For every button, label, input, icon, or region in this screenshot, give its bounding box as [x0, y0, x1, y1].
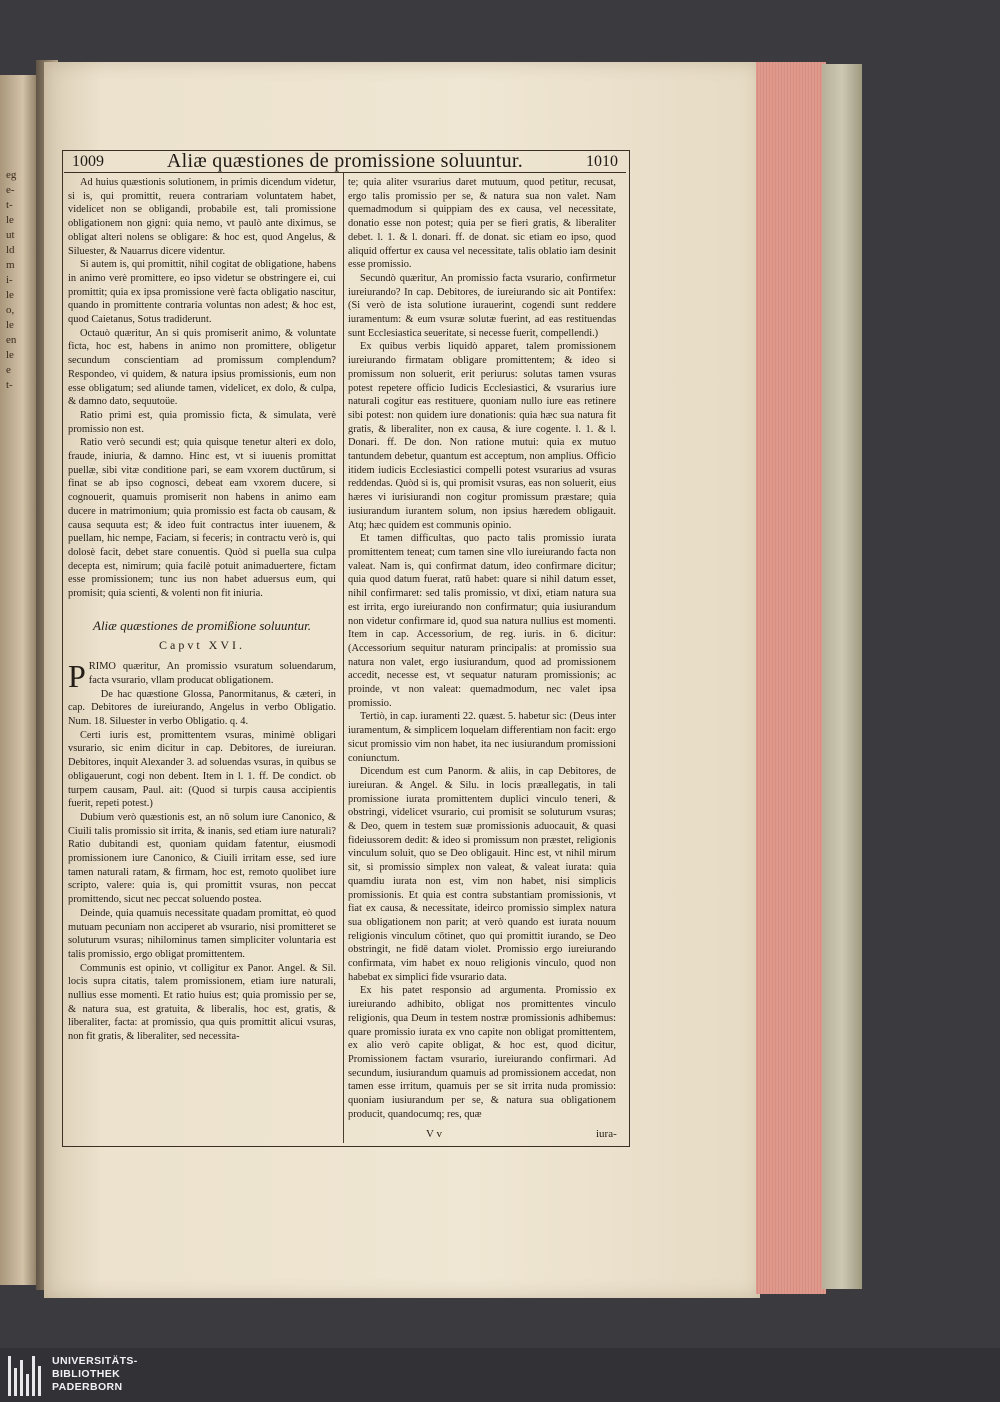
- folio-left: 1009: [72, 153, 104, 170]
- chapter-number: Capvt XVI.: [159, 637, 245, 652]
- logo-line: PADERBORN: [52, 1381, 123, 1393]
- paragraph: Ex quibus verbis liquidò apparet, talem promissionem iureiurando firmatam obligare promittentem; & ideo si promissum non soluerit, erit periurus: solutas tamen vsuras potest repetere officio Iudicis Ecclesiastici, & vsurarius iure naturali cogitur eas restituere, quoniam nullo iure eas retinere sibi potest: non quidem iure donationis: quia hæc sua natura fit gratis, & liberaliter, non ex causa, & iure cogente. l. 1. & l. Donari. ff. De don. Non ratione mutui: quia ex mutuo tantundem debetur, quantum est acceptum, non amplius. Officio itidem iudicis Ecclesiastici compelli potest vsurarius ad vsuras reddendas. Quòd si is, qui promisit vsuras, eas non soluerit, eius hæres vi iurisiurandi non cogitur promissum præstare; quia iusiurandum iurantem solum, non ipsius hæredem obligauit. Atq; hæc quidem est communis opinio.: [348, 341, 616, 531]
- book-cover-board: [822, 64, 862, 1289]
- paragraph: Si autem is, qui promittit, nihil cogitat de obligatione, habens in animo verè promittere, eo ipso videtur se obstringere ei, cui promittit; quia ex ipsa promissione verè facta obligatio nascitur, quando in promittente contraria voluntas non adest; & hoc est, quod Caietanus, Sotus tradiderunt.: [68, 259, 336, 326]
- paragraph: De hac quæstione Glossa, Panormitanus, & cæteri, in cap. Debitores de iureiurando, Angelus in verbo Obligatio. Num. 18. Siluester in verbo Obligatio. q. 4.: [68, 688, 336, 728]
- paragraph: Dicendum est cum Panorm. & aliis, in cap Debitores, de iureiuran. & Angel. & Silu. in locis præallegatis, in tali promissione iurata promittentem duplici vinculo teneri, & obstringi, videlicet vsurario, cui promisit se soluturum vsuras; & Deo, quem in testem suæ promissionis aduocauit, & quasi fideiussorem dedit: & ideo si promissum non præstet, religionis vinculum soluit, quo se Deo obligauit. Hinc est, vt nihil mirum sit, si promissio simplex non valeat, & valeat iurata: quia quamdiu iurata non est, vim non habet, nisi simplicis promissionis. Et quia est contra substantiam promissionis, vt fiat ex causa, & necessitate, ideirco promissio simplex natura sua obligationem non parit; at verò quando est iurata nouum religionis vinculum cōtinet, quo qui promittit iurando, se Deo obstringit, ne fidē datam violet. Promissio ergo iureiurando confirmata, vim habet ex nouo religionis vinculo, quod non habebat ex simplici fide vsurario data.: [348, 766, 616, 983]
- left-page-text-fragment: ld: [6, 244, 15, 256]
- left-page-text-fragment: i-: [6, 274, 13, 286]
- left-page-text-fragment: le: [6, 289, 14, 301]
- paragraph: Ex his patet responsio ad argumenta. Promissio ex iureiurando adhibito, obligat nos promittentes vinculo religionis, qua Deum in testem nostræ promissionis adhibemus: quare promissio iurata ex vno capite non obligat promittentem, ex alio verò capite obligat, & hoc est, quod dicitur, Promissionem factam vsurario, iureiurando confirmari. Ad secundum, iusiurandum quamuis ad promissionem accedat, non tamen esse irritum, quamuis per se sit irrita nuda promissio: quoniam iusiurandum per se, & natura sua obligationem producit, quandocumq; res, quæ: [348, 985, 616, 1120]
- left-column: [68, 176, 336, 1044]
- chapter-title: Aliæ quæstiones de promißione soluuntur.: [93, 617, 311, 633]
- catchword: iura-: [596, 1128, 617, 1140]
- drop-cap: P: [68, 658, 86, 695]
- library-logo-icon: [8, 1356, 46, 1396]
- library-logo-text: [52, 1355, 138, 1394]
- column-divider: [343, 173, 344, 1143]
- red-fore-edge: [756, 62, 826, 1294]
- paragraph: Communis est opinio, vt colligitur ex Panor. Angel. & Sil. locis supra citatis, talem promissionem, etiam iure naturali, nullius esse momenti. Et ratio huius est; quia promissio per se, & natura sua, est gratuita, & liberalis, hoc est, gratis, & liberaliter, facta: at promissio, qua quis promittit alicui vsuras, non fit gratis, & liberaliter, sed necessita-: [68, 962, 336, 1043]
- logo-line: BIBLIOTHEK: [52, 1368, 121, 1380]
- left-page-text-fragment: en: [6, 334, 17, 346]
- left-page-text-fragment: le: [6, 214, 14, 226]
- paragraph: Dubium verò quæstionis est, an nō solum iure Canonico, & Ciuili talis promissio sit irrita, & inanis, sed etiam iure naturali? Ratio dubitandi est, quoniam quidam fatentur, eiusmodi promissionem iure Canonico, & Ciuili irritam esse, sed iure tamen naturali ratam, & firmam, hoc est, remoto quolibet iure scripto, valere: quia is, qui promittit vsuras, non peccat promittendo, sicut nec peccat soluendo postea.: [68, 811, 336, 906]
- paragraph: Ratio verò secundi est; quia quisque tenetur alteri ex dolo, fraude, iniuria, & damno. Hinc est, vt si iuuenis promittat puellæ, sibi vitæ conditione pari, se eam vxorem ductūrum, si finat se ab ipso cognosci, debeat eam vxorem ducere, si cognouerit, quamuis promiserit non habens in animo eam ducere in matrimonium; quia promissio est facta ob causam, & causa sequuta est; & ideo fuit contractus inter iuuenem, & puellam, hic nempe, Faciam, si feceris; in contractu verò is, qui dolosè facit, debet stare conuentis. Quòd si puella sua culpa decepta est, nimirum; quia facilè potuit animaduertere, fictam esse promissionem; tunc ius non habet aduersus eum, qui promisit; quia scienti, & volenti non fit iniuria.: [68, 437, 336, 600]
- running-title: Aliæ quæstiones de promissione soluuntur.: [166, 150, 524, 172]
- paragraph: Octauò quæritur, An si quis promiserit animo, & voluntate ficta, hoc est, habens in animo non promittere, obligetur secundum conscientiam ad promissum complendum? Respondeo, vi quidem, & natura ipsius promissionis, eum non esse obligatum; sed aliunde tamen, videlicet, ex dolo, & culpa, & damno dato, sequutoüe.: [68, 327, 336, 408]
- left-page-text-fragment: e: [6, 364, 11, 376]
- paragraph: Secundò quæritur, An promissio facta vsurario, confirmetur iureiurando? In cap. Debitores, de iureiurando sic ait Pontifex: (Si verò de ista solutione iurauerint, cogendi sunt reddere iuramentum: & eum vsuræ solutæ fuerint, ad eas restituendas sunt Ecclesiastica seueritate, si necesse fuerit, compellendi.): [348, 272, 616, 339]
- paragraph: Ad huius quæstionis solutionem, in primis dicendum videtur, si is, qui promittit, reuera contrariam voluntatem habet, videlicet non se obligandi, probabile est, tali promissione obligationem non gigni: quia nemo, vt paulò ante diximus, se obligat alteri nolens se obligare: & hoc est, quod Angelus, & Siluester, & Nauarrus dicere videntur.: [68, 177, 336, 257]
- page-header: [64, 150, 626, 173]
- left-page-text-fragment: t-: [6, 379, 13, 391]
- left-page-text-fragment: le: [6, 319, 14, 331]
- right-column: [348, 176, 616, 1122]
- left-page-text-fragment: o,: [6, 304, 15, 316]
- library-footer: [0, 1348, 1000, 1402]
- left-page-text-fragment: m: [6, 259, 15, 271]
- folio-right: 1010: [586, 153, 618, 170]
- paragraph: te; quia aliter vsurarius daret mutuum, quod petitur, recusat, ergo talis promissio per se, & natura sua non valet. Nam quemadmodum si quippiam des ex causa, vel necessitate, donatio esse non potest; quia per se fieri gratis, & liberaliter debet. l. 1. & l. donari. ff. de donat. sic etiam eo ipso, quod aliquid offertur ex causa vel necessitate, talis oblatio iam desinit esse promissio.: [348, 177, 616, 271]
- left-page-text-fragment: ut: [6, 229, 15, 241]
- paragraph: Tertiò, in cap. iuramenti 22. quæst. 5. habetur sic: (Deus inter iuramentum, & simplicem loquelam differentiam non facit: ergo sicut promissio vim non habet, ita nec iusiurandum promissioni coniunctum.: [348, 711, 616, 764]
- paragraph: Certi iuris est, promittentem vsuras, minimè obligari vsurario, sic enim dicitur in cap. Debitores, de iureiuran. Debitores, inquit Alexander 3. ad soluendas vsuras, in quibus se obligauerunt, cogi non debent. Item in l. 1. ff. De condict. ob turpem causam, Paul. ait: (Quod si turpis causa accipientis fuerit, repeti potest.): [68, 729, 336, 810]
- paragraph: Et tamen difficultas, quo pacto talis promissio iurata promittentem teneat; cum tamen sine vllo iureiurando facta non valeat. Nam is, qui confirmat datum, ideo confirmare dicitur; quia quod datum fuerat, ratū habet: quare si nihil datum esset, nihil confirmaret: sed talis promissio, vt dixi, etiam natura sua est irrita, ergo iureiurando non confirmatur; quia iusiurandum non videtur confirmare id, quod sua natura nullius est momenti. Item in cap. Accessorium, de reg. iuris. in 6. dicitur: (Accessorium sequitur naturam principalis: at promissio sua natura non valet, ergo iusiurandum, quod ad promissionem accedit, necesse est, vt sequatur naturam promissionis; ac proinde, vt non valeat: quemadmodum, nec valet ipsa promissio.: [348, 533, 616, 709]
- left-page-text-fragment: eg: [6, 169, 17, 181]
- paragraph: Deinde, quia quamuis necessitate quadam promittat, eò quod mutuam pecuniam non acciperet ab vsurario, nisi promitteret se soluturum vsuras; nihilominus tamen simpliciter voluntaria est talis promissio, ergo obligat promittentem.: [68, 907, 336, 960]
- left-page-text-fragment: le: [6, 349, 14, 361]
- chapter-opening-paragraph: [68, 658, 336, 695]
- paragraph: Ratio primi est, quia promissio ficta, & simulata, verè promissio non est.: [68, 409, 336, 435]
- left-page-text-fragment: e-: [6, 184, 15, 196]
- paragraph-text: RIMO quæritur, An promissio vsuratum soluendarum, facta vsurario, vllam producat obligationem.: [88, 661, 336, 686]
- left-page-edge: [0, 75, 38, 1285]
- signature-mark: V v: [426, 1128, 442, 1140]
- logo-line: UNIVERSITÄTS-: [52, 1355, 138, 1367]
- left-page-text-fragment: t-: [6, 199, 13, 211]
